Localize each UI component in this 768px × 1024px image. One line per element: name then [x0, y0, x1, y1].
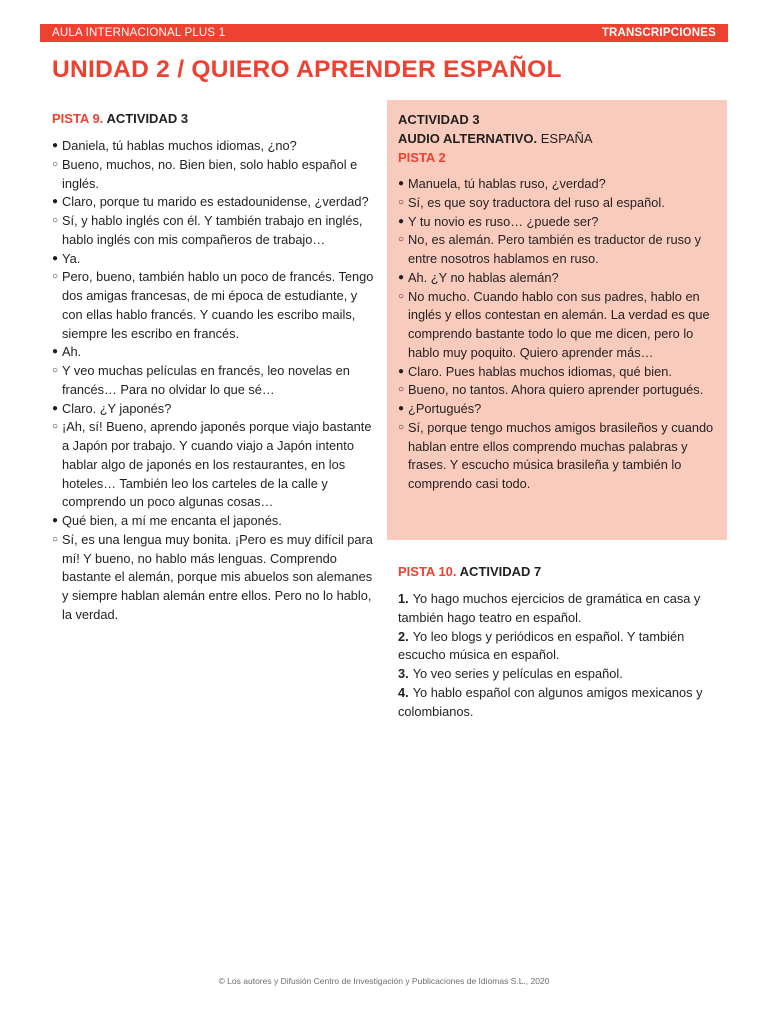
dialog-line: [52, 268, 374, 343]
hollow-bullet-icon: ○: [52, 158, 59, 170]
filled-bullet-icon: ●: [398, 178, 405, 189]
sentence-list: [398, 590, 728, 721]
dialog-text: Pero, bueno, también hablo un poco de francés. Tengo dos amigas francesas, de mi época de estudiante, y con ellas hablo francés. Y cuando les escribo mails, siempre les escribo en francés.: [62, 269, 374, 341]
filled-bullet-icon: ●: [52, 196, 59, 208]
dialog-text: Bueno, muchos, no. Bien bien, solo hablo español e inglés.: [62, 156, 358, 191]
book-title: AULA INTERNACIONAL PLUS 1: [52, 27, 226, 39]
dialog-line: [398, 363, 715, 382]
unit-title: UNIDAD 2 / QUIERO APRENDER ESPAÑOL: [52, 56, 562, 83]
track-label: PISTA 9.: [52, 111, 104, 126]
dialog-text: Bueno, no tantos. Ahora quiero aprender portugués.: [408, 382, 704, 398]
filled-bullet-icon: ●: [52, 515, 59, 526]
filled-bullet-icon: ●: [398, 271, 405, 283]
dialog-text: Sí, es una lengua muy bonita. ¡Pero es muy difícil para mí! Y bueno, no hablo más lenguas. Comprendo bastante el alemán, porque mis abuelos son alemanes y siempre hablan alemán entre ellos. Pero no lo hablo, la verdad.: [62, 531, 373, 622]
hollow-bullet-icon: ○: [52, 421, 59, 433]
hollow-bullet-icon: ○: [398, 421, 405, 433]
hollow-bullet-icon: ○: [398, 384, 405, 396]
alternative-audio-box: [387, 100, 727, 540]
dialog-text: Sí, y hablo inglés con él. Y también trabajo en inglés, hablo inglés con mis compañeros de trabajo…: [62, 213, 363, 247]
item-number: 2.: [398, 628, 409, 644]
dialog-text: No mucho. Cuando hablo con sus padres, hablo en inglés y ellos contestan en alemán. La verdad es que comprendo bastante todo lo que me dicen, pero lo hablo muy poquito. Quiero aprender más…: [408, 288, 710, 360]
dialog-text: Ah. ¿Y no hablas alemán?: [408, 269, 559, 285]
dialog-text: ¡Ah, sí! Bueno, aprendo japonés porque viajo bastante a Japón por trabajo. Y cuando viajo a Japón intento hablar algo de japonés en los restaurantes, en los hoteles… También leo los carteles de la calle y comprendo un poco algunas cosas…: [62, 419, 372, 510]
box-dialog-list: [398, 175, 715, 494]
item-text: Yo leo blogs y periódicos en español. Y también escucho música en español.: [398, 628, 685, 663]
box-activity: ACTIVIDAD 3: [398, 112, 480, 127]
dialog-text: Claro, porque tu marido es estadounidense, ¿verdad?: [62, 194, 369, 210]
dialog-text: Qué bien, a mí me encanta el japonés.: [62, 513, 282, 528]
hollow-bullet-icon: ○: [398, 234, 405, 246]
copyright-footer: © Los autores y Difusión Centro de Investigación y Publicaciones de Idiomas S.L., 2020: [218, 976, 550, 986]
sentence-item: [398, 628, 728, 666]
dialog-line: [52, 531, 374, 625]
hollow-bullet-icon: ○: [52, 215, 59, 226]
dialog-text: Y tu novio es ruso… ¿puede ser?: [408, 213, 599, 229]
activity-label: ACTIVIDAD 3: [106, 111, 189, 126]
filled-bullet-icon: ●: [398, 365, 405, 377]
dialog-line: [52, 343, 374, 362]
section-title: TRANSCRIPCIONES: [601, 27, 716, 39]
hollow-bullet-icon: ○: [398, 196, 405, 208]
dialog-line: [52, 212, 374, 250]
sentence-item: [398, 665, 728, 684]
dialog-line: [52, 512, 374, 531]
hollow-bullet-icon: ○: [398, 290, 405, 302]
right-heading: [398, 563, 728, 581]
left-column: [52, 110, 374, 625]
activity-label: ACTIVIDAD 7: [459, 564, 542, 579]
dialog-line: [398, 269, 715, 288]
item-number: 3.: [398, 666, 409, 681]
dialog-line: [52, 250, 374, 269]
hollow-bullet-icon: ○: [52, 365, 59, 376]
item-number: 1.: [398, 591, 409, 606]
filled-bullet-icon: ●: [398, 215, 405, 227]
dialog-text: Sí, porque tengo muchos amigos brasileños y cuando hablan entre ellos comprendo muchas palabras y frases. Y escucho música brasileña y también lo comprendo casi todo.: [408, 419, 714, 491]
track-label: PISTA 10.: [398, 564, 457, 579]
dialog-line: [398, 381, 715, 400]
dialog-text: Claro. Pues hablas muchos idiomas, qué bien.: [408, 363, 672, 379]
dialog-line: [398, 419, 715, 494]
dialog-line: [398, 231, 715, 269]
right-lower-section: [398, 563, 728, 721]
filled-bullet-icon: ●: [398, 403, 405, 414]
dialog-text: No, es alemán. Pero también es traductor de ruso y entre nosotros hablamos en ruso.: [408, 232, 702, 266]
dialog-text: Ah.: [62, 344, 82, 360]
dialog-text: Manuela, tú hablas ruso, ¿verdad?: [408, 176, 606, 191]
left-heading: [52, 110, 374, 128]
dialog-line: [398, 213, 715, 232]
item-text: Yo hago muchos ejercicios de gramática en casa y también hago teatro en español.: [398, 591, 701, 625]
dialog-line: [398, 288, 715, 363]
hollow-bullet-icon: ○: [52, 533, 59, 545]
filled-bullet-icon: ●: [52, 346, 59, 358]
dialog-text: Y veo muchas películas en francés, leo novelas en francés… Para no olvidar lo que sé…: [62, 363, 350, 397]
dialog-line: [52, 362, 374, 400]
dialog-line: [52, 400, 374, 419]
box-alt-label: AUDIO ALTERNATIVO.: [398, 131, 538, 146]
box-heading: [398, 110, 715, 167]
filled-bullet-icon: ●: [52, 252, 59, 264]
dialog-line: [398, 194, 715, 213]
dialog-text: Sí, es que soy traductora del ruso al español.: [408, 194, 665, 210]
filled-bullet-icon: ●: [52, 140, 59, 151]
header-bar: [40, 24, 728, 42]
dialog-line: [398, 175, 715, 194]
item-text: Yo hablo español con algunos amigos mexicanos y colombianos.: [398, 684, 703, 719]
item-text: Yo veo series y películas en español.: [412, 666, 623, 681]
dialog-line: [398, 400, 715, 419]
dialog-line: [52, 137, 374, 156]
dialog-text: ¿Portugués?: [408, 401, 482, 416]
dialog-line: [52, 156, 374, 194]
dialog-line: [52, 193, 374, 212]
hollow-bullet-icon: ○: [52, 271, 59, 283]
dialog-text: Daniela, tú hablas muchos idiomas, ¿no?: [62, 138, 297, 153]
filled-bullet-icon: ●: [52, 402, 59, 414]
dialog-line: [52, 418, 374, 512]
box-track: PISTA 2: [398, 150, 446, 165]
box-country: ESPAÑA: [540, 131, 593, 146]
dialog-text: Ya.: [62, 250, 81, 266]
sentence-item: [398, 684, 728, 722]
dialog-text: Claro. ¿Y japonés?: [62, 400, 172, 416]
item-number: 4.: [398, 684, 409, 700]
sentence-item: [398, 590, 728, 628]
dialog-list: [52, 137, 374, 625]
